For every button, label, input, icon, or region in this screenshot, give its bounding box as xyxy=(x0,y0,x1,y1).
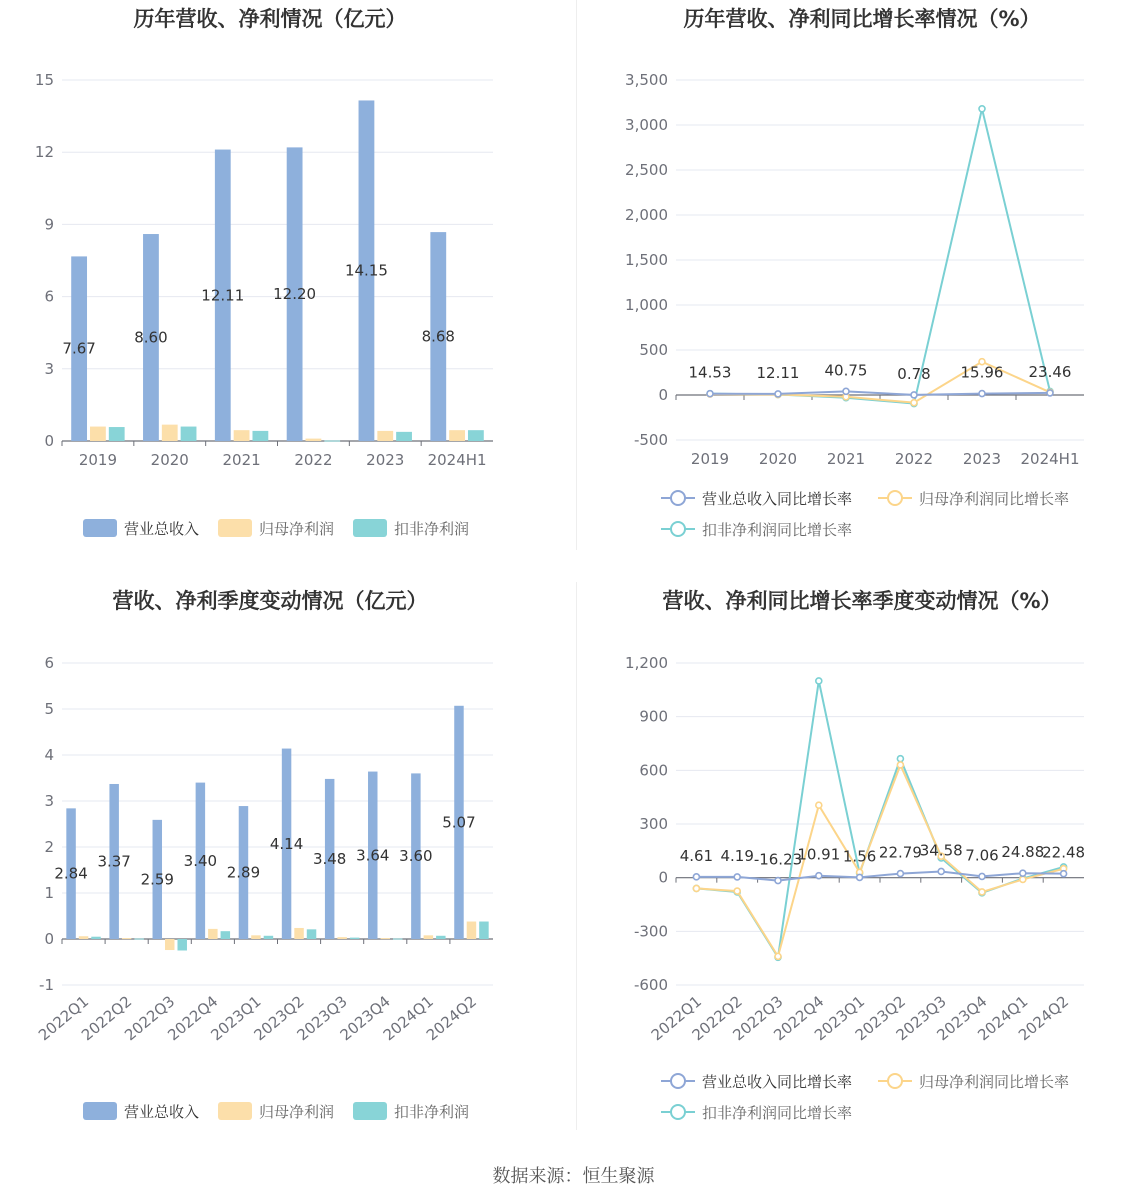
y-tick-label: 0 xyxy=(44,930,54,948)
data-label: -16.23 xyxy=(753,850,803,869)
parent-growth-point xyxy=(897,762,903,768)
y-tick-label: 2,500 xyxy=(625,161,668,179)
y-tick-label: 300 xyxy=(639,815,668,833)
annual-values-chart xyxy=(0,0,574,580)
deducted-profit-bar xyxy=(264,936,273,939)
revenue-growth-point xyxy=(897,871,903,877)
deducted-growth-line xyxy=(710,109,1050,404)
x-tick-label: 2019 xyxy=(690,450,730,468)
revenue-growth-point xyxy=(938,868,944,874)
legend-label: 扣非净利润 xyxy=(394,1103,470,1121)
legend-marker xyxy=(671,1105,685,1119)
y-tick-label: 9 xyxy=(44,215,54,234)
y-tick-label: 900 xyxy=(639,707,668,726)
data-label: 14.15 xyxy=(344,261,388,280)
data-label: 12.11 xyxy=(201,286,245,305)
deducted-profit-bar xyxy=(177,939,186,951)
legend-swatch xyxy=(353,1102,387,1120)
revenue-growth-point xyxy=(979,873,985,879)
y-tick-label: 0 xyxy=(658,868,668,887)
parent-profit-bar xyxy=(294,928,303,939)
legend-marker xyxy=(671,522,685,536)
y-tick-label: -600 xyxy=(633,976,668,994)
deducted-profit-bar xyxy=(350,938,359,939)
legend-label: 扣非净利润 xyxy=(394,520,470,538)
data-label: 3.64 xyxy=(356,846,390,865)
data-label: 5.07 xyxy=(442,813,476,832)
data-label: 3.40 xyxy=(183,851,218,870)
parent-profit-bar xyxy=(251,935,260,939)
y-tick-label: -500 xyxy=(633,431,668,449)
x-tick-label: 2022Q2 xyxy=(688,992,746,1045)
deducted-profit-bar xyxy=(307,929,316,939)
deducted-profit-bar xyxy=(396,432,412,441)
x-tick-label: 2023Q4 xyxy=(336,992,394,1045)
y-tick-label: 12 xyxy=(34,143,54,162)
y-tick-label: 2 xyxy=(44,838,54,856)
deducted-profit-bar xyxy=(134,939,143,940)
legend-label: 归母净利润同比增长率 xyxy=(919,1073,1070,1091)
deducted-profit-bar xyxy=(91,937,100,939)
x-tick-label: 2022Q3 xyxy=(121,992,179,1045)
parent-growth-point xyxy=(1020,876,1026,882)
x-tick-label: 2023Q2 xyxy=(250,992,308,1045)
parent-profit-bar xyxy=(306,439,322,441)
parent-profit-bar xyxy=(165,939,174,950)
x-tick-label: 2023 xyxy=(366,451,405,469)
x-tick-label: 2022 xyxy=(294,451,333,469)
data-label: 24.88 xyxy=(1001,843,1045,862)
legend-swatch xyxy=(218,519,252,537)
legend-label: 营业总收入同比增长率 xyxy=(702,490,853,508)
parent-growth-point xyxy=(734,888,740,894)
x-tick-label: 2022Q3 xyxy=(729,992,787,1045)
chart-title: 营收、净利季度变动情况（亿元） xyxy=(112,589,428,613)
legend-label: 归母净利润 xyxy=(259,520,335,538)
quarterly-growth-panel xyxy=(573,582,1147,1162)
y-tick-label: 1 xyxy=(44,884,54,902)
x-tick-label: 2023Q1 xyxy=(810,992,869,1045)
y-tick-label: 6 xyxy=(44,287,54,306)
parent-profit-bar xyxy=(162,425,178,441)
deducted-growth-point xyxy=(897,756,903,762)
y-tick-label: 1,200 xyxy=(625,654,668,672)
revenue-growth-point xyxy=(911,392,917,398)
legend-marker xyxy=(671,1074,685,1088)
parent-profit-bar xyxy=(381,938,390,939)
parent-profit-bar xyxy=(122,938,131,939)
legend-label: 扣非净利润同比增长率 xyxy=(702,521,853,539)
x-tick-label: 2023Q3 xyxy=(293,992,351,1045)
parent-profit-bar xyxy=(424,935,433,939)
x-tick-label: 2022Q2 xyxy=(78,992,136,1045)
data-label: 8.68 xyxy=(421,327,455,346)
chart-title: 历年营收、净利同比增长率情况（%） xyxy=(683,7,1041,31)
legend-label: 营业总收入 xyxy=(124,1103,200,1121)
parent-profit-bar xyxy=(449,430,465,441)
data-label: 3.37 xyxy=(97,852,131,871)
parent-growth-point xyxy=(911,400,917,406)
data-label: 2.89 xyxy=(226,863,261,882)
legend-marker xyxy=(888,491,902,505)
divider-bottom xyxy=(576,582,577,1130)
data-label: 34.58 xyxy=(919,841,963,860)
data-label: 12.11 xyxy=(756,363,800,382)
x-tick-label: 2022 xyxy=(894,450,934,468)
y-tick-label: 4 xyxy=(44,746,54,764)
x-tick-label: 2022Q4 xyxy=(770,992,828,1045)
deducted-growth-point xyxy=(816,678,822,684)
data-label: 2.59 xyxy=(140,870,174,889)
revenue-growth-point xyxy=(693,874,699,880)
deducted-profit-bar xyxy=(221,931,230,939)
y-tick-label: 15 xyxy=(34,71,54,89)
x-tick-label: 2023 xyxy=(962,450,1002,468)
deducted-profit-bar xyxy=(393,939,402,940)
revenue-growth-point xyxy=(1020,870,1026,876)
data-label: 7.67 xyxy=(62,339,96,358)
x-tick-label: 2020 xyxy=(150,451,189,469)
y-tick-label: 3,000 xyxy=(625,116,668,134)
x-tick-label: 2023Q1 xyxy=(207,992,265,1045)
x-tick-label: 2024Q2 xyxy=(1014,992,1073,1045)
x-tick-label: 2024Q1 xyxy=(974,992,1032,1045)
data-label: 14.53 xyxy=(688,363,732,382)
y-tick-label: 1,500 xyxy=(625,251,668,269)
annual-growth-panel xyxy=(573,0,1147,580)
data-label: 7.06 xyxy=(965,846,999,865)
y-tick-label: 1,000 xyxy=(625,296,668,314)
x-tick-label: 2023Q2 xyxy=(851,992,909,1045)
legend-swatch xyxy=(353,519,387,537)
data-label: 12.20 xyxy=(273,285,317,304)
x-tick-label: 2024Q1 xyxy=(379,992,437,1045)
data-label: 40.75 xyxy=(824,361,868,380)
legend-marker xyxy=(671,491,685,505)
chart-title: 历年营收、净利情况（亿元） xyxy=(133,7,407,31)
revenue-growth-point xyxy=(979,391,985,397)
legend-label: 归母净利润 xyxy=(259,1103,335,1121)
data-label: 3.48 xyxy=(312,849,347,868)
deducted-profit-bar xyxy=(181,427,197,441)
annual-values-panel xyxy=(0,0,574,580)
data-label: 2.84 xyxy=(54,864,88,883)
revenue-growth-point xyxy=(857,874,863,880)
deducted-growth-point xyxy=(979,106,985,112)
x-tick-label: 2022Q1 xyxy=(647,992,705,1045)
y-tick-label: 2,000 xyxy=(625,206,668,224)
x-tick-label: 2021 xyxy=(826,450,866,468)
revenue-growth-point xyxy=(707,391,713,397)
legend-label: 营业总收入同比增长率 xyxy=(702,1073,853,1091)
parent-profit-bar xyxy=(337,937,346,939)
legend-swatch xyxy=(218,1102,252,1120)
x-tick-label: 2024H1 xyxy=(427,451,487,469)
x-tick-label: 2022Q1 xyxy=(34,992,93,1045)
parent-profit-bar xyxy=(377,431,393,441)
x-tick-label: 2023Q4 xyxy=(933,992,991,1045)
data-label: 22.79 xyxy=(878,843,922,862)
data-label: 4.14 xyxy=(269,834,304,853)
y-tick-label: 3 xyxy=(44,359,54,378)
revenue-growth-point xyxy=(775,878,781,884)
y-tick-label: 5 xyxy=(44,700,54,718)
legend-label: 扣非净利润同比增长率 xyxy=(702,1104,853,1122)
x-tick-label: 2020 xyxy=(758,450,798,468)
revenue-growth-point xyxy=(843,388,849,394)
deducted-profit-bar xyxy=(436,936,445,939)
data-label: 0.78 xyxy=(897,364,931,383)
parent-growth-point xyxy=(775,953,781,959)
data-label: 10.91 xyxy=(797,845,841,864)
parent-profit-bar xyxy=(79,936,88,939)
y-tick-label: 3 xyxy=(44,792,54,810)
revenue-growth-point xyxy=(1061,871,1067,877)
y-tick-label: 500 xyxy=(639,341,668,359)
data-label: 4.19 xyxy=(720,846,754,865)
x-tick-label: 2024Q2 xyxy=(422,992,481,1045)
data-label: 3.60 xyxy=(399,847,433,866)
quarterly-values-chart xyxy=(0,582,574,1162)
parent-growth-point xyxy=(816,802,822,808)
data-label: 15.96 xyxy=(960,363,1004,382)
legend-marker xyxy=(888,1074,902,1088)
parent-profit-bar xyxy=(234,430,250,441)
y-tick-label: 600 xyxy=(639,761,668,780)
parent-growth-point xyxy=(979,889,985,895)
legend-label: 归母净利润同比增长率 xyxy=(919,490,1070,508)
chart-title: 营收、净利同比增长率季度变动情况（%） xyxy=(662,589,1062,613)
data-label: 4.61 xyxy=(679,846,714,865)
deducted-profit-bar xyxy=(252,431,268,441)
divider-top xyxy=(576,0,577,550)
y-tick-label: -300 xyxy=(633,922,668,941)
y-tick-label: 3,500 xyxy=(625,71,668,89)
revenue-growth-point xyxy=(775,391,781,397)
x-tick-label: 2023Q3 xyxy=(892,992,950,1045)
data-label: 1.56 xyxy=(842,847,877,866)
quarterly-values-panel xyxy=(0,582,574,1162)
y-tick-label: -1 xyxy=(39,976,54,994)
parent-profit-bar xyxy=(208,929,217,939)
y-tick-label: 0 xyxy=(44,432,54,450)
data-label: 23.46 xyxy=(1028,362,1072,381)
deducted-profit-bar xyxy=(468,430,484,441)
revenue-growth-point xyxy=(734,874,740,880)
legend-swatch xyxy=(83,1102,117,1120)
y-tick-label: 6 xyxy=(44,654,54,672)
revenue-growth-point xyxy=(1047,390,1053,396)
annual-growth-chart xyxy=(573,0,1147,580)
revenue-growth-line xyxy=(710,391,1050,395)
deducted-profit-bar xyxy=(324,441,340,442)
quarterly-growth-chart xyxy=(573,582,1147,1162)
x-tick-label: 2019 xyxy=(78,451,118,469)
parent-growth-point xyxy=(693,885,699,891)
deducted-profit-bar xyxy=(479,922,488,939)
source-note: 数据来源：恒生聚源 xyxy=(492,1166,655,1187)
data-label: 8.60 xyxy=(134,328,168,347)
y-tick-label: 0 xyxy=(658,386,668,404)
x-tick-label: 2021 xyxy=(222,451,261,469)
x-tick-label: 2022Q4 xyxy=(164,992,222,1045)
revenue-growth-point xyxy=(816,873,822,879)
legend-swatch xyxy=(83,519,117,537)
data-label: 22.48 xyxy=(1042,843,1086,862)
deducted-profit-bar xyxy=(109,427,125,441)
legend-label: 营业总收入 xyxy=(124,520,200,538)
x-tick-label: 2024H1 xyxy=(1020,450,1080,468)
parent-profit-bar xyxy=(467,922,476,939)
parent-profit-bar xyxy=(90,427,106,441)
